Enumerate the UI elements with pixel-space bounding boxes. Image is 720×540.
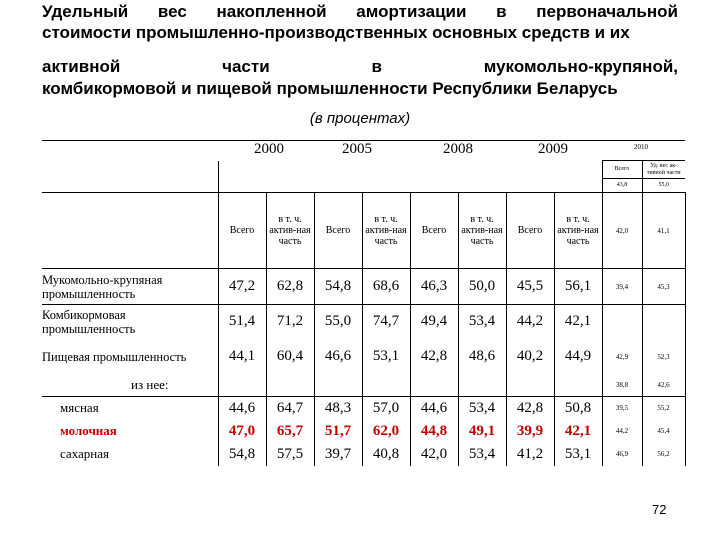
- of-them-label: из нее:: [42, 375, 218, 397]
- data-cell: [642, 305, 685, 339]
- data-cell: 39,4: [602, 269, 642, 305]
- data-cell: 42,0: [410, 443, 458, 466]
- data-cell: 46,6: [314, 339, 362, 375]
- data-cell: 57,0: [362, 397, 410, 420]
- data-cell: 60,4: [266, 339, 314, 375]
- data-cell: 50,8: [554, 397, 602, 420]
- data-cell: 51,7: [314, 420, 362, 443]
- data-cell: 45,3: [642, 269, 685, 305]
- data-cell: 48,3: [314, 397, 362, 420]
- year-header-row: [42, 140, 685, 159]
- header-2010-active: Уд. вес ак-тивной части: [642, 161, 685, 179]
- title-line-4: комбикормовой и пищевой промышленности Республики Беларусь: [42, 79, 618, 98]
- data-cell: 44,6: [410, 397, 458, 420]
- data-cell: 39,7: [314, 443, 362, 466]
- data-cell: [602, 305, 642, 339]
- data-cell: 54,8: [218, 443, 266, 466]
- data-cell: 42,8: [506, 397, 554, 420]
- data-cell: 55,0: [314, 305, 362, 339]
- data-cell: 44,1: [218, 339, 266, 375]
- data-cell: 56,2: [642, 443, 685, 466]
- year-2005: 2005: [342, 141, 372, 157]
- year-2010: 2010: [634, 143, 648, 151]
- data-cell: 42,1: [554, 305, 602, 339]
- data-cell: 49,1: [458, 420, 506, 443]
- data-cell: 65,7: [266, 420, 314, 443]
- header-total: Всего: [218, 193, 266, 269]
- depreciation-table: [42, 160, 686, 466]
- header-active: в т. ч. актив-ная часть: [362, 193, 410, 269]
- year-2008: 2008: [443, 141, 473, 157]
- data-cell: 50,0: [458, 269, 506, 305]
- page-number: 72: [652, 502, 667, 517]
- data-cell: 41,2: [506, 443, 554, 466]
- year-2000: 2000: [254, 141, 284, 157]
- data-cell: 52,3: [642, 339, 685, 375]
- row-label: Мукомольно-крупяная промышленность: [42, 269, 218, 305]
- subrow-label-sugar: сахарная: [60, 446, 110, 461]
- data-cell: 42,8: [410, 339, 458, 375]
- header-active: в т. ч. актив-ная часть: [266, 193, 314, 269]
- data-cell: 45,4: [642, 420, 685, 443]
- year-2009: 2009: [538, 141, 568, 157]
- data-cell: 54,8: [314, 269, 362, 305]
- title-line-3: активной части в мукомольно-крупяной,: [42, 57, 678, 76]
- data-cell: 56,1: [554, 269, 602, 305]
- top-2010-total: 43,8: [602, 179, 642, 193]
- header-2010-total: Всего: [602, 161, 642, 179]
- data-cell: 53,4: [458, 305, 506, 339]
- header-total: Всего: [410, 193, 458, 269]
- title-line-1: Удельный вес накопленной амортизации в первоначальной: [42, 2, 678, 21]
- row-label: Пищевая промышленность: [42, 349, 187, 364]
- header-active: в т. ч. актив-ная часть: [554, 193, 602, 269]
- top-2010-active: 55,0: [642, 179, 685, 193]
- data-cell: 53,4: [458, 443, 506, 466]
- data-cell: 40,8: [362, 443, 410, 466]
- title-line-2: стоимости промышленно-производственных основных средств и их: [42, 23, 630, 42]
- data-cell: 48,6: [458, 339, 506, 375]
- data-cell: 71,2: [266, 305, 314, 339]
- data-cell: 42,9: [602, 339, 642, 375]
- data-cell: 42,1: [554, 420, 602, 443]
- data-cell: 44,9: [554, 339, 602, 375]
- row-label: Комбикормовая промышленность: [42, 307, 136, 336]
- data-cell: 47,0: [218, 420, 266, 443]
- units-subtitle: (в процентах): [309, 110, 411, 127]
- data-cell: 64,7: [266, 397, 314, 420]
- subrow-label-meat: мясная: [60, 400, 99, 416]
- header-total: Всего: [506, 193, 554, 269]
- header-total: Всего: [314, 193, 362, 269]
- data-cell: 46,3: [410, 269, 458, 305]
- header-active: в т. ч. актив-ная часть: [458, 193, 506, 269]
- data-cell: 62,8: [266, 269, 314, 305]
- data-cell: 74,7: [362, 305, 410, 339]
- data-cell: 39,5: [602, 397, 642, 420]
- data-cell: 62,0: [362, 420, 410, 443]
- data-cell: 53,4: [458, 397, 506, 420]
- data-cell: 39,9: [506, 420, 554, 443]
- data-cell: 51,4: [218, 305, 266, 339]
- data-cell: 53,1: [554, 443, 602, 466]
- data-cell: 53,1: [362, 339, 410, 375]
- subrow-label-dairy: молочная: [60, 423, 117, 438]
- data-cell: 57,5: [266, 443, 314, 466]
- data-cell: 45,5: [506, 269, 554, 305]
- data-cell: 68,6: [362, 269, 410, 305]
- cell-2010-active: 41,1: [642, 193, 685, 269]
- data-cell: 55,2: [642, 397, 685, 420]
- data-cell: 44,6: [218, 397, 266, 420]
- data-cell: 44,8: [410, 420, 458, 443]
- data-cell: 44,2: [506, 305, 554, 339]
- data-cell: 40,2: [506, 339, 554, 375]
- data-cell: 49,4: [410, 305, 458, 339]
- data-cell: 47,2: [218, 269, 266, 305]
- data-cell: 38,8: [602, 375, 642, 397]
- cell-2010-total: 42,0: [602, 193, 642, 269]
- data-cell: 44,2: [602, 420, 642, 443]
- data-cell: 46,9: [602, 443, 642, 466]
- data-cell: 42,6: [642, 375, 685, 397]
